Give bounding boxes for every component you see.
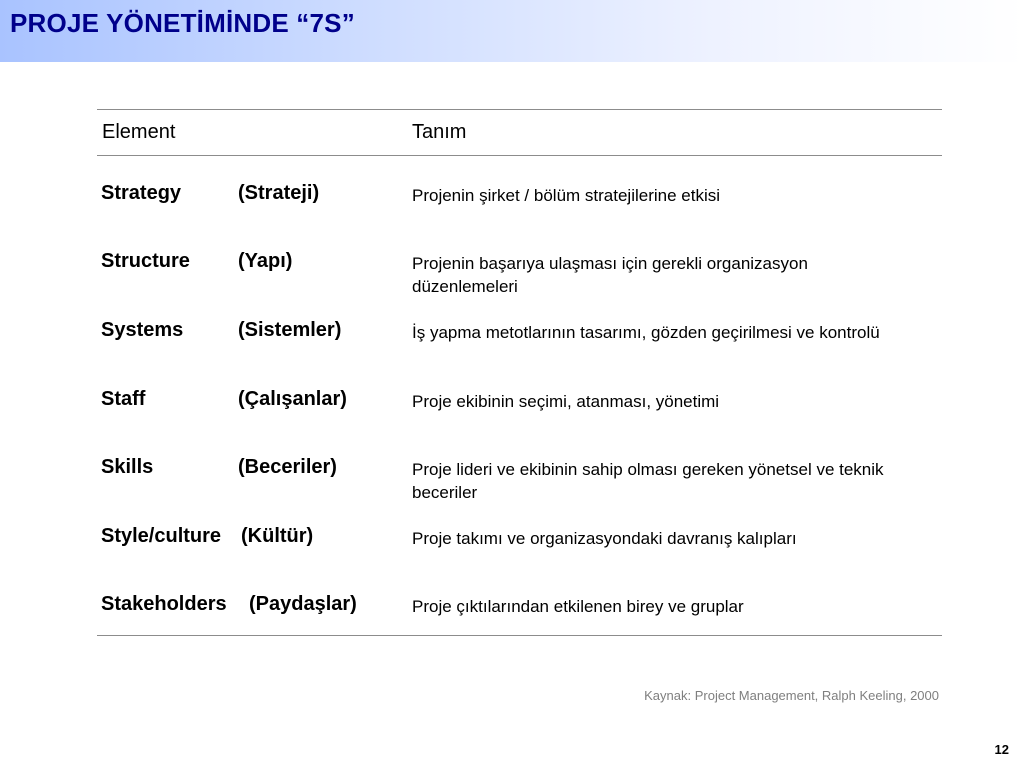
element-turkish: (Paydaşlar): [249, 593, 357, 615]
element-turkish: (Yapı): [238, 250, 293, 272]
element-definition: Proje ekibinin seçimi, atanması, yönetimi: [412, 392, 720, 411]
element-definition: Proje takımı ve organizasyondaki davranış kalıpları: [412, 529, 797, 548]
element-definition: İş yapma metotlarının tasarımı, gözden geçirilmesi ve kontrolü: [412, 323, 880, 342]
element-name: Staff: [101, 388, 146, 410]
table-bottom-rule: [97, 635, 942, 636]
element-turkish: (Kültür): [241, 525, 314, 547]
element-name: Strategy: [101, 182, 182, 204]
table-header-rule: [97, 155, 942, 156]
element-name: Systems: [101, 319, 184, 341]
slide-title: PROJE YÖNETİMİNDE “7S”: [10, 8, 355, 38]
element-name: Style/culture: [101, 525, 222, 547]
element-turkish: (Sistemler): [238, 319, 342, 341]
element-turkish: (Beceriler): [238, 456, 337, 478]
header-definition: Tanım: [412, 121, 467, 143]
source-note: Kaynak: Project Management, Ralph Keeling, 2000: [644, 688, 939, 703]
element-definition: Projenin başarıya ulaşması için gerekli organizasyon düzenlemeleri: [412, 254, 808, 296]
element-name: Structure: [101, 250, 190, 272]
element-turkish: (Çalışanlar): [238, 388, 347, 410]
element-definition: Proje lideri ve ekibinin sahip olması gereken yönetsel ve teknik beceriler: [412, 460, 884, 502]
header-element: Element: [102, 121, 176, 143]
element-name: Skills: [101, 456, 154, 478]
element-turkish: (Strateji): [238, 182, 320, 204]
element-definition: Proje çıktılarından etkilenen birey ve gruplar: [412, 597, 744, 616]
page-number: 12: [994, 742, 1009, 757]
element-definition: Projenin şirket / bölüm stratejilerine etkisi: [412, 186, 721, 205]
table-header-row: [97, 109, 942, 155]
element-name: Stakeholders: [101, 593, 227, 615]
